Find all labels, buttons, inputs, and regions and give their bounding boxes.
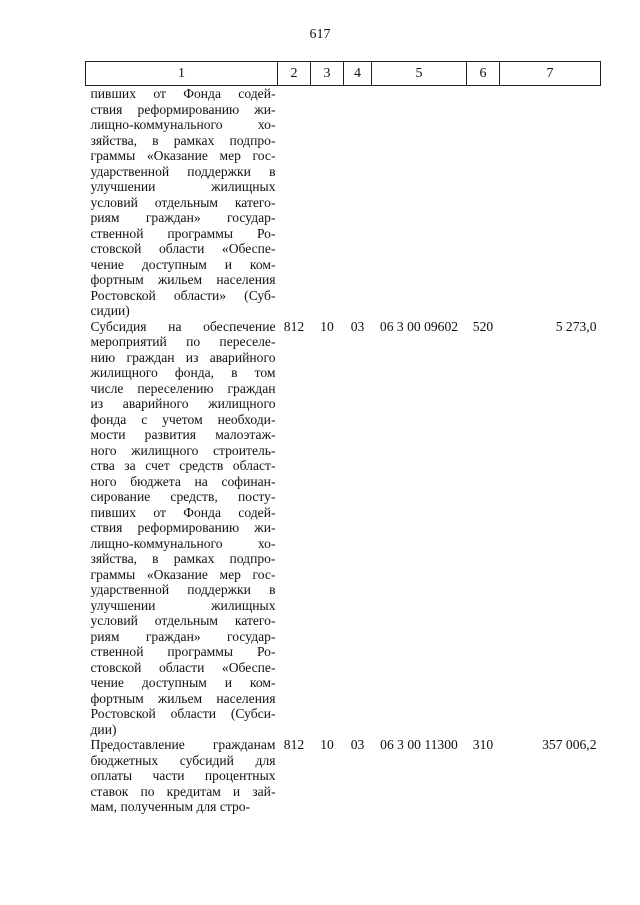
description-line: стовской области «Обеспе- [90,659,276,675]
table-row [86,86,601,319]
description-line: Ростовской области (Субси- [90,706,276,721]
description-line: ства за счет средств област- [90,458,276,473]
description-line: мости развития малоэтаж- [90,427,276,442]
description-line: граммы «Оказание мер гос- [90,566,276,582]
row-target-article [372,86,467,319]
header-col-2: 2 [278,62,311,86]
budget-table [85,61,601,815]
description-line: фортным жильем населения [90,690,276,706]
description-line: числе переселению граждан [90,380,276,396]
description-line: ствия реформированию жи- [90,101,276,117]
description-line: улучшении жилищных [90,179,276,194]
description-line: Предоставление гражданам [90,737,276,752]
row-expense-type [467,86,500,319]
header-row [86,62,601,86]
row-amount [500,86,601,319]
table-row [86,319,601,738]
description-line: лищно-коммунального хо- [90,535,276,551]
table-row [86,737,601,815]
description-line: Субсидия на обеспечение [90,318,276,334]
header-col-6: 6 [467,62,500,86]
description-line: Ростовской области» (Суб- [90,287,276,303]
description-line: чение доступным и ком- [90,256,276,272]
description-line: нию граждан из аварийного [90,349,276,365]
page-number: 617 [309,27,331,42]
row-section-code: 10 [320,318,334,334]
header-col-7: 7 [500,62,601,86]
description-line: фортным жильем населения [90,272,276,287]
header-col-3: 3 [311,62,344,86]
row-description [86,319,278,738]
row-ministry-code: 812 [283,737,305,752]
row-subsection-code: 03 [350,318,365,334]
row-ministry-code: 812 [283,318,305,334]
description-line: ставок по кредитам и зай- [90,783,276,799]
row-section-code: 10 [320,737,334,752]
description-line: пивших от Фонда содей- [90,86,276,101]
row-section-code [311,86,344,319]
description-line: ударственной поддержки в [90,163,276,179]
row-subsection-code: 03 [350,737,365,752]
description-line: чение доступным и ком- [90,675,276,690]
description-line: ствия реформированию жи- [90,520,276,535]
table-body [86,86,601,815]
description-line: улучшении жилищных [90,597,276,613]
row-ministry-code [278,86,311,319]
description-line: лищно-коммунального хо- [90,117,276,132]
row-amount: 5 273,0 [555,318,597,334]
description-line: мам, полученным для стро- [90,799,251,814]
description-line: условий отдельным катего- [90,613,276,628]
row-amount: 357 006,2 [542,737,597,752]
header-col-5: 5 [372,62,467,86]
description-line: риям граждан» государ- [90,210,276,225]
description-line: риям граждан» государ- [90,628,276,644]
description-line: оплаты части процентных [90,768,276,783]
description-line: дии) [90,721,117,737]
description-line: мероприятий по переселе- [90,334,276,349]
description-line: зяйства, в рамках подпро- [90,132,276,148]
description-line: ного жилищного строитель- [90,442,276,458]
row-target-article: 06 3 00 11300 [380,737,458,752]
row-expense-type: 310 [472,737,494,752]
row-target-article: 06 3 00 09602 [379,318,459,334]
description-line: зяйства, в рамках подпро- [90,551,276,566]
row-description [86,737,278,815]
description-line: сидии) [90,303,130,318]
row-description [86,86,278,319]
description-line: бюджетных субсидий для [90,752,276,768]
description-line: фонда с учетом необходи- [90,411,276,427]
table-header [86,62,601,86]
description-line: ственной программы Ро- [90,644,276,659]
description-line: из аварийного жилищного [90,396,276,411]
row-expense-type: 520 [472,318,494,334]
description-line: жилищного фонда, в том [90,365,276,380]
description-line: сирование средств, посту- [90,489,276,504]
description-line: условий отдельным катего- [90,194,276,210]
description-line: стовской области «Обеспе- [90,241,276,256]
description-line: пивших от Фонда содей- [90,504,276,520]
description-line: ного бюджета на софинан- [90,473,276,489]
description-line: граммы «Оказание мер гос- [90,148,276,163]
description-line: ственной программы Ро- [90,225,276,241]
header-col-4: 4 [344,62,372,86]
description-line: ударственной поддержки в [90,582,276,597]
row-subsection-code [344,86,372,319]
header-col-1: 1 [86,62,278,86]
